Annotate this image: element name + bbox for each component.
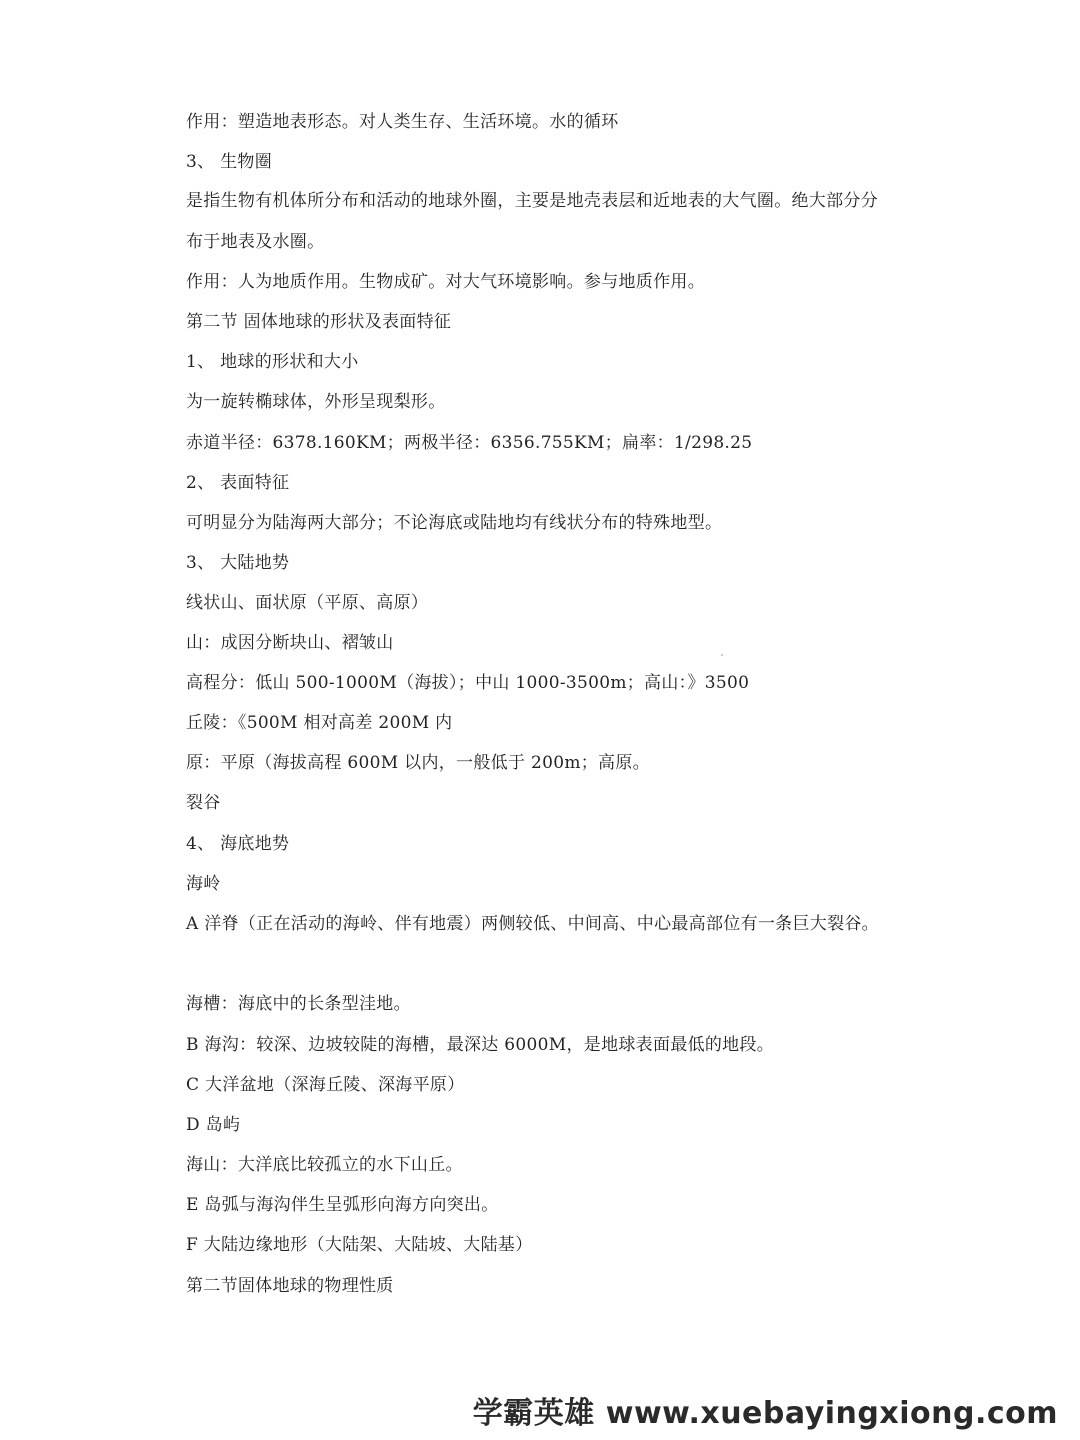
heading-biosphere: 3、 生物圈	[186, 152, 273, 172]
text-line-ellipsoid: 为一旋转椭球体，外形呈现梨形。	[186, 392, 446, 412]
text-line-island-arc: E 岛弧与海沟伴生呈弧形向海方向突出。	[186, 1195, 499, 1215]
text-line-biosphere-definition-cont: 布于地表及水圈。	[186, 232, 325, 252]
heading-shape-size: 1、 地球的形状和大小	[186, 352, 359, 372]
scan-speck	[721, 654, 723, 656]
text-line-ocean-basin: C 大洋盆地（深海丘陵、深海平原）	[186, 1075, 465, 1095]
text-line-ocean-ridge: A 洋脊（正在活动的海岭、伴有地震）两侧较低、中间高、中心最高部位有一条巨大裂谷。	[186, 914, 879, 934]
text-line-biosphere-definition: 是指生物有机体所分布和活动的地球外圈，主要是地壳表层和近地表的大气圈。绝大部分分	[186, 191, 878, 211]
section-heading-physical-properties: 第二节固体地球的物理性质	[186, 1276, 394, 1296]
text-line-elevation: 高程分：低山 500-1000M（海拔）；中山 1000-3500m；高山：》3500	[186, 673, 750, 693]
text-line-rift-valley: 裂谷	[186, 793, 221, 813]
text-line-islands: D 岛屿	[186, 1115, 241, 1135]
text-line-trench: B 海沟：较深、边坡较陡的海槽，最深达 6000M，是地球表面最低的地段。	[186, 1035, 775, 1055]
text-line-continental-margin: F 大陆边缘地形（大陆架、大陆坡、大陆基）	[186, 1235, 533, 1255]
text-line-land-sea: 可明显分为陆海两大部分；不论海底或陆地均有线状分布的特殊地型。	[186, 513, 723, 533]
site-watermark: 学霸英雄 www.xuebayingxiong.com	[472, 1396, 1058, 1431]
heading-continental-terrain: 3、 大陆地势	[186, 553, 290, 573]
text-line-radius: 赤道半径：6378.160KM；两极半径：6356.755KM；扁率：1/298.25	[186, 433, 753, 453]
heading-surface-features: 2、 表面特征	[186, 473, 290, 493]
text-line-mountain-origin: 山：成因分断块山、褶皱山	[186, 633, 394, 653]
heading-seafloor-terrain: 4、 海底地势	[186, 834, 290, 854]
section-heading-shape-surface: 第二节 固体地球的形状及表面特征	[186, 312, 452, 332]
text-line-hills: 丘陵：《500M 相对高差 200M 内	[186, 713, 453, 733]
text-line-role-biosphere: 作用：人为地质作用。生物成矿。对大气环境影响。参与地质作用。	[186, 272, 705, 292]
text-line-trough: 海槽：海底中的长条型洼地。	[186, 994, 411, 1014]
text-line-plains: 原：平原（海拔高程 600M 以内，一般低于 200m；高原。	[186, 753, 650, 773]
text-line-seamount: 海山：大洋底比较孤立的水下山丘。	[186, 1155, 463, 1175]
text-line-mountains-plains: 线状山、面状原（平原、高原）	[186, 593, 429, 613]
text-line-ridge: 海岭	[186, 874, 221, 894]
text-line-role-water: 作用：塑造地表形态。对人类生存、生活环境。水的循环	[186, 112, 619, 132]
